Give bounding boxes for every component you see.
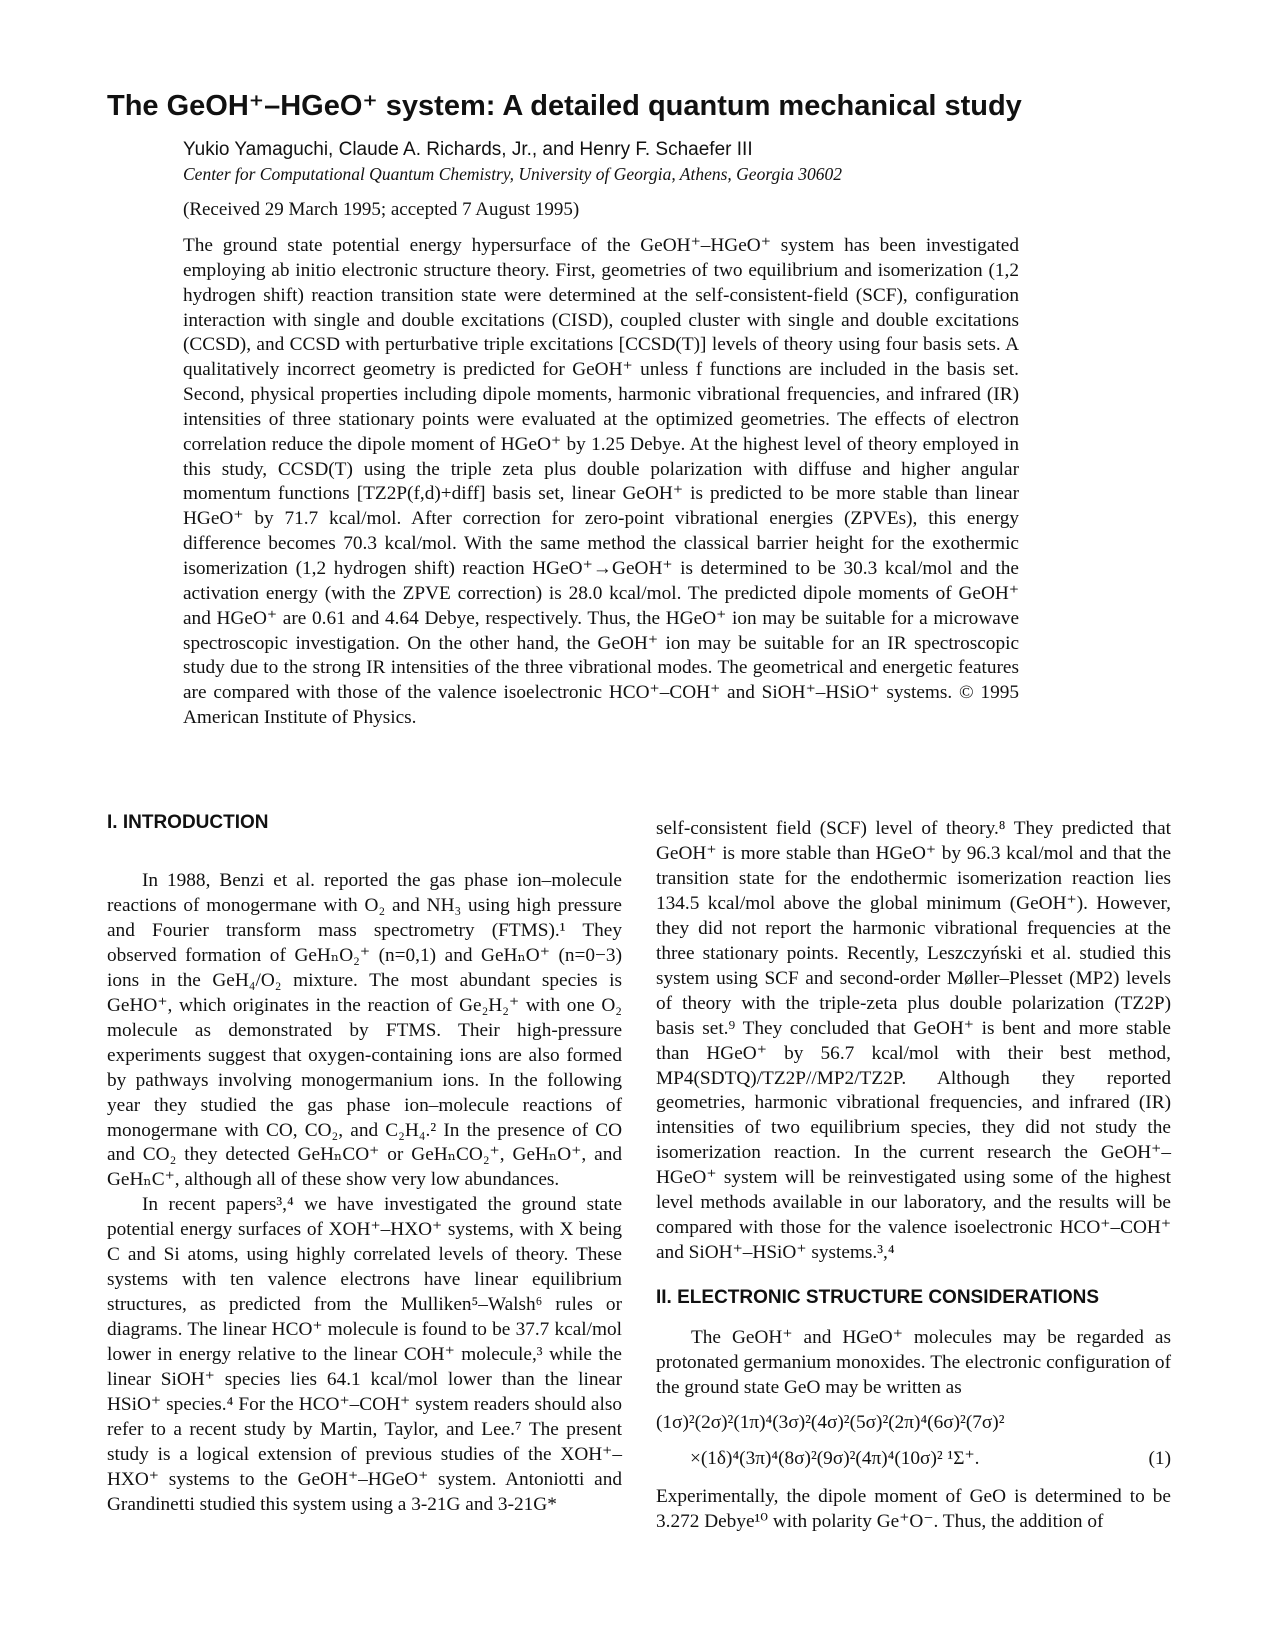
equation-1-line-1: (1σ)²(2σ)²(1π)⁴(3σ)²(4σ)²(5σ)²(2π)⁴(6σ)²(7σ)² — [656, 1412, 1005, 1434]
right-column — [656, 817, 1171, 1535]
affiliation: Center for Computational Quantum Chemistry, University of Georgia, Athens, Georgia 30602 — [183, 164, 842, 184]
intro-paragraph-2: In recent papers³,⁴ we have investigated the ground state potential energy surfaces of XOH⁺–HXO⁺ systems, with X being C and Si atoms, using highly correlated levels of theory. These systems with ten valence electrons have linear equilibrium structures, as predicted from the Mulliken⁵–Walsh⁶ rules or diagrams. The linear HCO⁺ molecule is found to be 37.7 kcal/mol lower in energy relative to the linear COH⁺ molecule,³ while the linear SiOH⁺ species lies 64.1 kcal/mol lower than the linear HSiO⁺ species.⁴ For the HCO⁺–COH⁺ system readers should also refer to a recent study by Martin, Taylor, and Lee.⁷ The present study is a logical extension of previous studies of the XOH⁺–HXO⁺ systems to the GeOH⁺–HGeO⁺ system. Antoniotti and Grandinetti studied this system using a 3-21G and 3-21G* — [107, 1194, 622, 1515]
left-column — [107, 812, 622, 1518]
equation-1-number: (1) — [1148, 1448, 1171, 1470]
received-dates: (Received 29 March 1995; accepted 7 August 1995) — [183, 199, 580, 220]
author-list: Yukio Yamaguchi, Claude A. Richards, Jr., and Henry F. Schaefer III — [183, 139, 753, 160]
paper-title-text: The GeOH⁺–HGeO⁺ system: A detailed quantum mechanical study — [107, 90, 1022, 122]
electronic-paragraph-2: Experimentally, the dipole moment of GeO is determined to be 3.272 Debye¹⁰ with polarity Ge⁺O⁻. Thus, the addition of — [656, 1486, 1171, 1532]
paper-title — [107, 88, 1187, 123]
electronic-paragraph-1: The GeOH⁺ and HGeO⁺ molecules may be regarded as protonated germanium monoxides. The electronic configuration of the ground state GeO may be written as — [656, 1327, 1171, 1399]
section-heading-electronic-structure: II. ELECTRONIC STRUCTURE CONSIDERATIONS — [656, 1287, 1099, 1309]
abstract: The ground state potential energy hypersurface of the GeOH⁺–HGeO⁺ system has been investigated employing ab initio electronic structure theory. First, geometries of two equilibrium and isomerization (1,2 hydrogen shift) reaction transition state were determined at the self-consistent-field (SCF), configuration interaction with single and double excitations (CISD), coupled cluster with single and double excitations (CCSD), and CCSD with perturbative triple excitations [CCSD(T)] levels of theory using four basis sets. A qualitatively incorrect geometry is predicted for GeOH⁺ unless f functions are included in the basis set. Second, physical properties including dipole moments, harmonic vibrational frequencies, and infrared (IR) intensities of three stationary points were evaluated at the optimized geometries. The effects of electron correlation reduce the dipole moment of HGeO⁺ by 1.25 Debye. At the highest level of theory employed in this study, CCSD(T) using the triple zeta plus double polarization with diffuse and higher angular momentum functions [TZ2P(f,d)+diff] basis set, linear GeOH⁺ is predicted to be more stable than linear HGeO⁺ by 71.7 kcal/mol. After correction for zero-point vibrational energies (ZPVEs), this energy difference becomes 70.3 kcal/mol. With the same method the classical barrier height for the exothermic isomerization (1,2 hydrogen shift) reaction HGeO⁺→GeOH⁺ is determined to be 30.3 kcal/mol and the activation energy (with the ZPVE correction) is 28.0 kcal/mol. The predicted dipole moments of GeOH⁺ and HGeO⁺ are 0.61 and 4.64 Debye, respectively. Thus, the HGeO⁺ ion may be suitable for a microwave spectroscopic investigation. On the other hand, the GeOH⁺ ion may be suitable for an IR spectroscopic study due to the strong IR intensities of the three vibrational modes. The geometrical and energetic features are compared with those of the valence isoelectronic HCO⁺–COH⁺ and SiOH⁺–HSiO⁺ systems. © 1995 American Institute of Physics. — [183, 235, 1019, 729]
intro-paragraph-1: In 1988, Benzi et al. reported the gas phase ion–molecule reactions of monogermane with O₂ and NH₃ using high pressure and Fourier transform mass spectrometry (FTMS).¹ They observed formation of GeHₙO₂⁺ (n=0,1) and GeHₙO⁺ (n=0−3) ions in the GeH₄/O₂ mixture. The most abundant species is GeHO⁺, which originates in the reaction of Ge₂H₂⁺ with one O₂ molecule as demonstrated by FTMS. Their high-pressure experiments suggest that oxygen-containing ions are also formed by pathways involving monogermanium ions. In the following year they studied the gas phase ion–molecule reactions of monogermane with CO, CO₂, and C₂H₄.² In the presence of CO and CO₂ they detected GeHₙCO⁺ or GeHₙCO₂⁺, GeHₙO⁺, and GeHₙC⁺, although all of these show very low abundances. — [107, 870, 622, 1191]
section-heading-introduction: I. INTRODUCTION — [107, 812, 269, 833]
equation-1-line-2: ×(1δ)⁴(3π)⁴(8σ)²(9σ)²(4π)⁴(10σ)² ¹Σ⁺. — [690, 1448, 980, 1470]
equation-1 — [656, 1407, 1171, 1481]
intro-paragraph-3: self-consistent field (SCF) level of theory.⁸ They predicted that GeOH⁺ is more stable than HGeO⁺ by 96.3 kcal/mol and that the transition state for the endothermic isomerization reaction lies 134.5 kcal/mol above the global minimum (GeOH⁺). However, they did not report the harmonic vibrational frequencies at the three stationary points. Recently, Leszczyński et al. studied this system using SCF and second-order Møller–Plesset (MP2) levels of theory with the triple-zeta plus double polarization (TZ2P) basis set.⁹ They concluded that GeOH⁺ is bent and more stable than HGeO⁺ by 56.7 kcal/mol with their best method, MP4(SDTQ)/TZ2P//MP2/TZ2P. Although they reported geometries, harmonic vibrational frequencies, and infrared (IR) intensities of two equilibrium species, they did not study the isomerization reaction. In the current research the GeOH⁺–HGeO⁺ system will be reinvestigated using some of the highest level methods available in our laboratory, and the results will be compared with those for the valence isoelectronic HCO⁺–COH⁺ and SiOH⁺–HSiO⁺ systems.³,⁴ — [656, 818, 1171, 1264]
